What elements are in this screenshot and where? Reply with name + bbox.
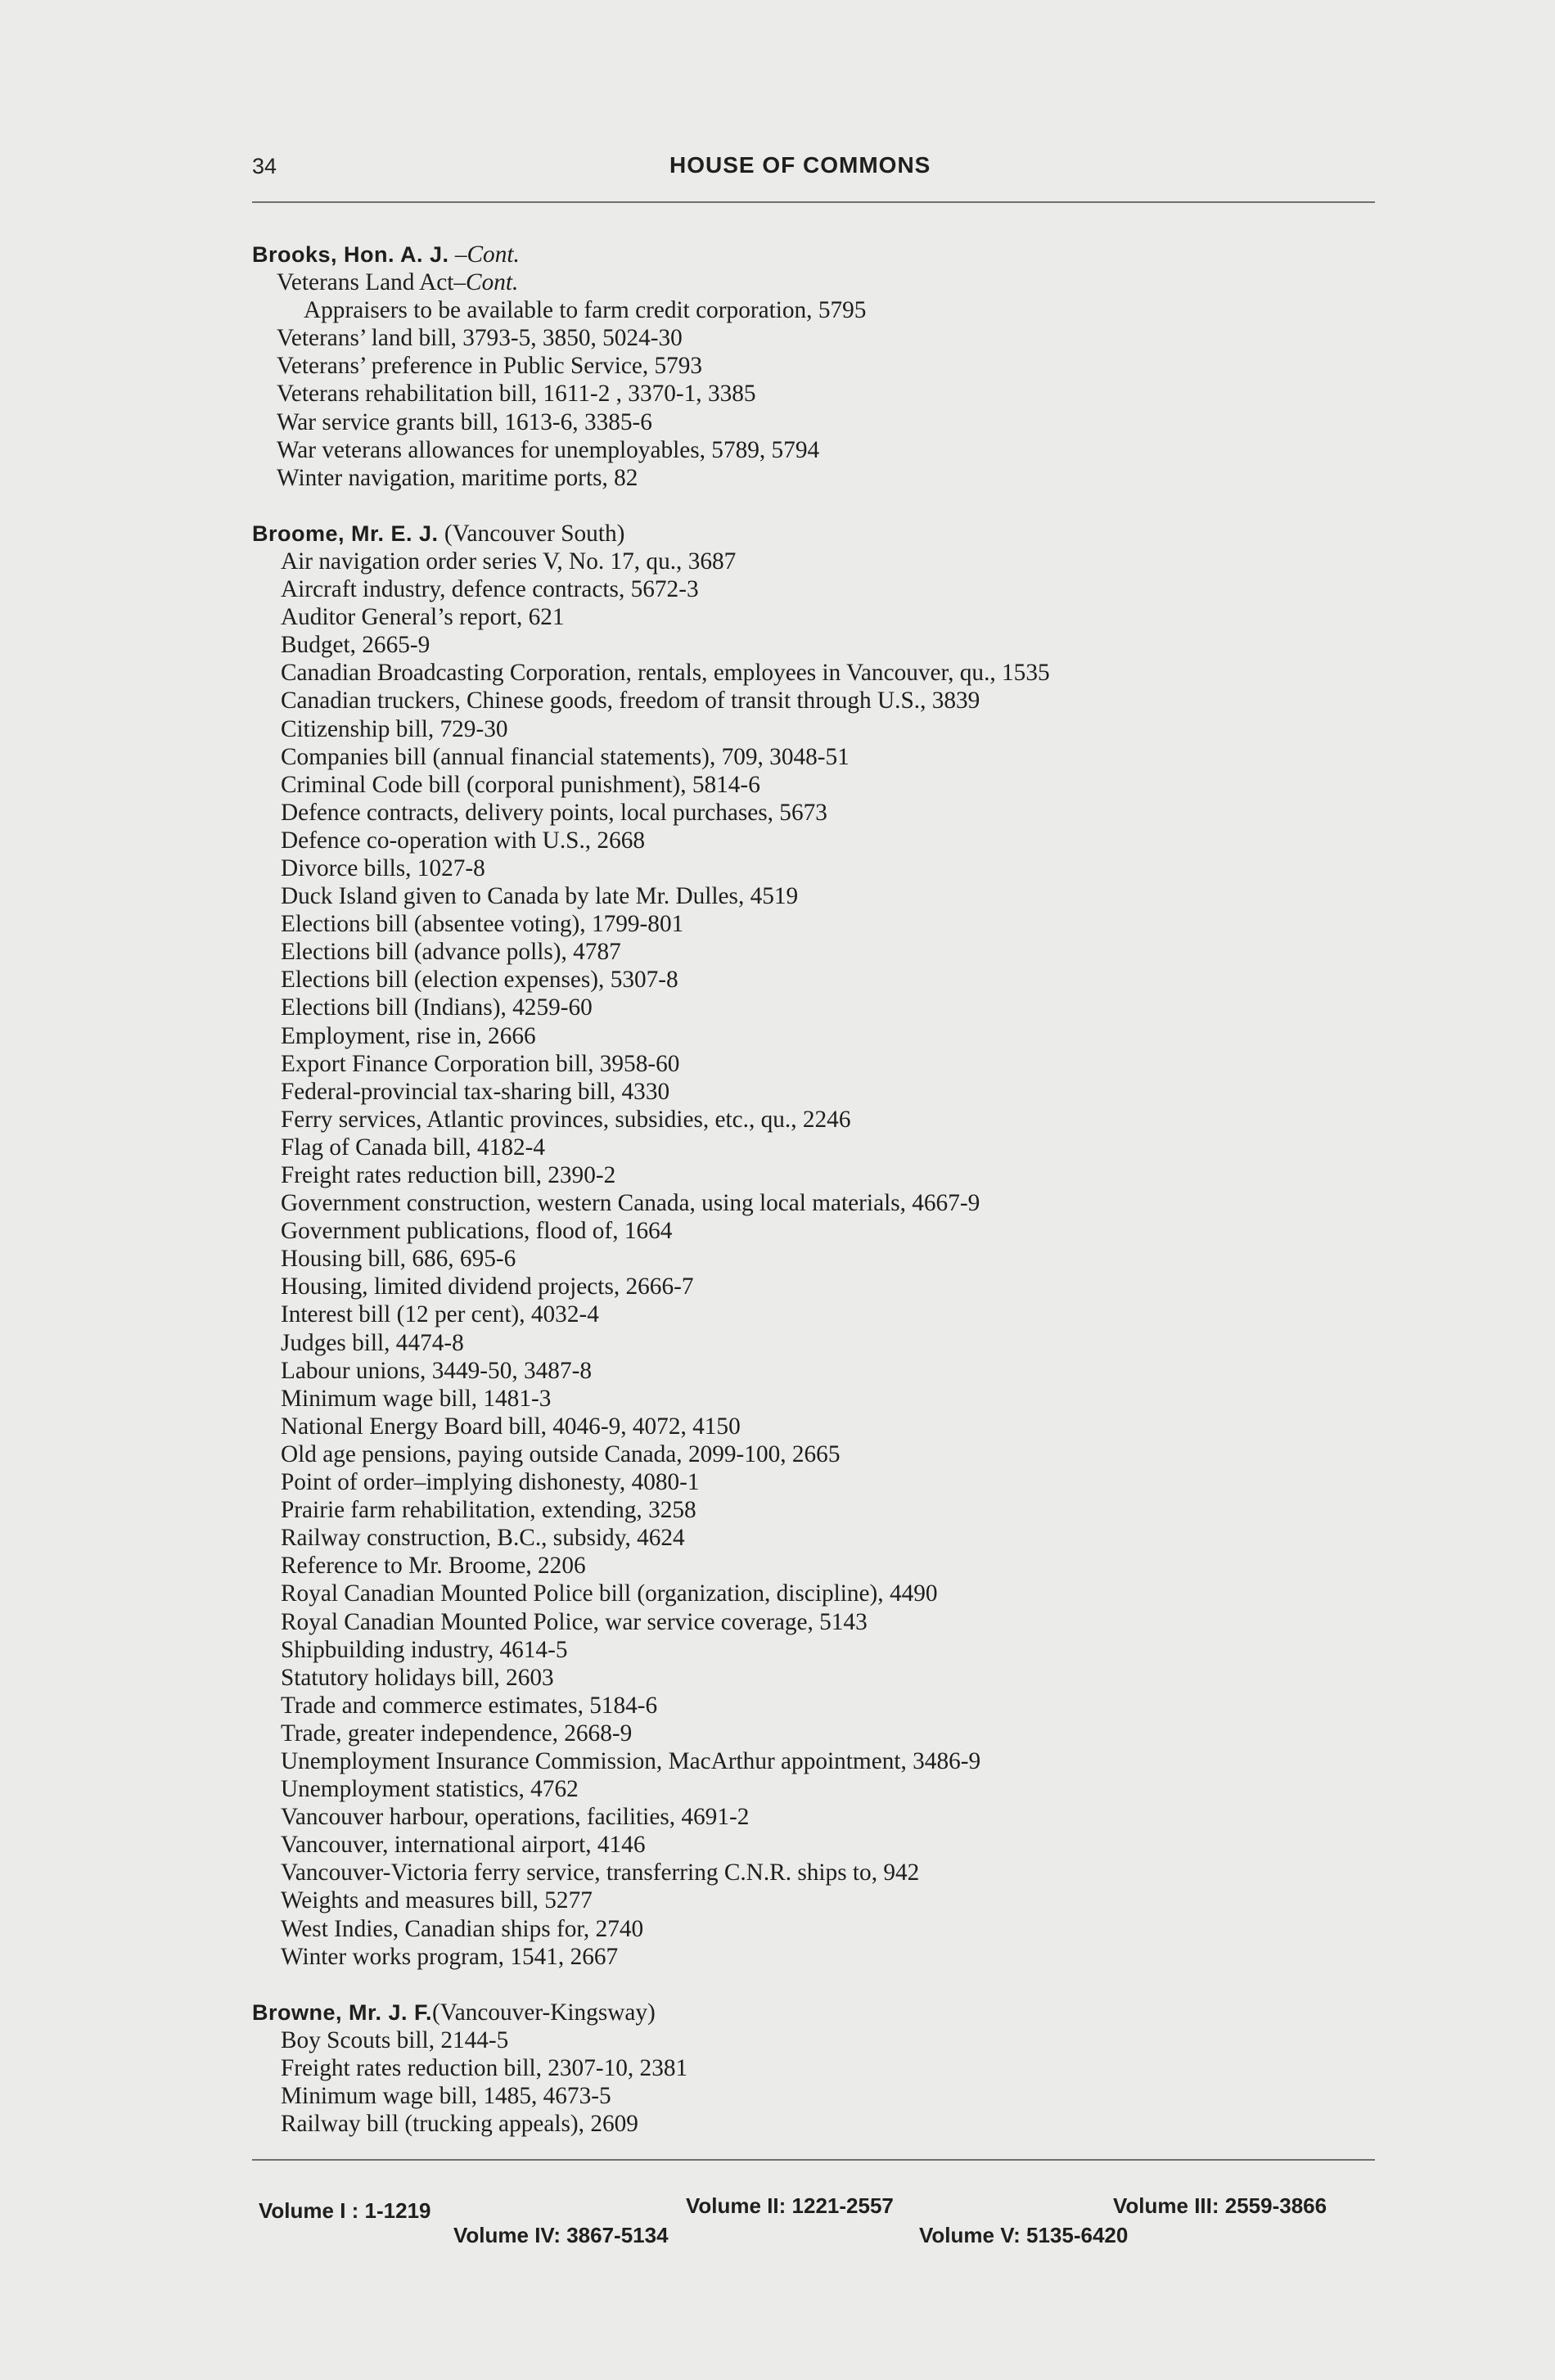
index-topic: Railway construction, B.C., subsidy, 4624 — [281, 1525, 685, 1552]
index-topic: Judges bill, 4474-8 — [281, 1329, 464, 1356]
index-topic: Railway bill (trucking appeals), 2609 — [281, 2111, 638, 2138]
index-topic: War service grants bill, 1613-6, 3385-6 — [277, 408, 652, 435]
index-topic: Boy Scouts bill, 2144-5 — [281, 2026, 509, 2053]
index-topic: Minimum wage bill, 1481-3 — [281, 1385, 552, 1412]
index-topic: Elections bill (Indians), 4259-60 — [281, 994, 593, 1021]
continued-note: –Cont. — [448, 241, 520, 268]
index-topic: Air navigation order series V, No. 17, qu., 3687 — [281, 548, 737, 575]
index-topic: War veterans allowances for unemployables, 5789, 5794 — [277, 436, 820, 463]
index-topic: Canadian Broadcasting Corporation, rentals, employees in Vancouver, qu., 1535 — [281, 660, 1050, 687]
index-entry — [252, 241, 1375, 492]
index-topic: Divorce bills, 1027-8 — [281, 854, 485, 881]
index-topic: Elections bill (election expenses), 5307-8 — [281, 967, 678, 994]
index-topic: Canadian truckers, Chinese goods, freedom of transit through U.S., 3839 — [281, 687, 980, 714]
index-topic: Flag of Canada bill, 4182-4 — [281, 1134, 546, 1161]
index-topic: Export Finance Corporation bill, 3958-60 — [281, 1050, 680, 1077]
volume-3-range: Volume III: 2559-3866 — [1113, 2193, 1327, 2218]
index-topic: Winter works program, 1541, 2667 — [281, 1943, 619, 1970]
index-topic: Point of order–implying dishonesty, 4080-1 — [281, 1469, 700, 1496]
volume-2-range: Volume II: 1221-2557 — [686, 2193, 894, 2218]
index-topic: Budget, 2665-9 — [281, 632, 430, 659]
index-topic: Federal-provincial tax-sharing bill, 4330 — [281, 1078, 670, 1105]
index-topic: Freight rates reduction bill, 2390-2 — [281, 1162, 616, 1188]
index-topic: Veterans’ land bill, 3793-5, 3850, 5024-30 — [277, 325, 683, 352]
index-topic: Shipbuilding industry, 4614-5 — [281, 1636, 568, 1663]
index-topic: Vancouver-Victoria ferry service, transferring C.N.R. ships to, 942 — [281, 1859, 920, 1886]
index-topic: Vancouver harbour, operations, facilities, 4691-2 — [281, 1804, 750, 1831]
index-entry — [252, 1999, 1375, 2138]
volume-1-range: Volume I : 1-1219 — [259, 2198, 431, 2223]
index-topic: Criminal Code bill (corporal punishment), 5814-6 — [281, 771, 760, 798]
index-topic: Minimum wage bill, 1485, 4673-5 — [281, 2083, 611, 2109]
index-topic: Trade, greater independence, 2668-9 — [281, 1720, 633, 1747]
running-head: HOUSE OF COMMONS — [669, 152, 931, 178]
index-topic: Veterans’ preference in Public Service, 5793 — [277, 353, 703, 380]
index-topic: Vancouver, international airport, 4146 — [281, 1832, 646, 1859]
index-topic: Ferry services, Atlantic provinces, subsidies, etc., qu., 2246 — [281, 1106, 851, 1133]
index-topic: West Indies, Canadian ships for, 2740 — [281, 1915, 644, 1942]
index-topic: National Energy Board bill, 4046-9, 4072, 4150 — [281, 1413, 741, 1440]
index-topic: Interest bill (12 per cent), 4032-4 — [281, 1301, 599, 1328]
index-topic: Old age pensions, paying outside Canada, 2099-100, 2665 — [281, 1440, 841, 1467]
index-topic: Employment, rise in, 2666 — [281, 1022, 536, 1049]
index-topic: Auditor General’s report, 621 — [281, 604, 565, 631]
index-topic: Housing, limited dividend projects, 2666-7 — [281, 1273, 694, 1300]
page-number: 34 — [252, 154, 277, 178]
index-topic: Prairie farm rehabilitation, extending, 3258 — [281, 1497, 696, 1524]
index-topic: Duck Island given to Canada by late Mr. Dulles, 4519 — [281, 883, 799, 910]
index-body — [252, 241, 1375, 2166]
entry-heading — [252, 1999, 1375, 2026]
index-topic: Trade and commerce estimates, 5184-6 — [281, 1692, 658, 1719]
index-topic: Freight rates reduction bill, 2307-10, 2381 — [281, 2054, 688, 2081]
index-topic: Labour unions, 3449-50, 3487-8 — [281, 1357, 593, 1384]
riding-name: (Vancouver South) — [438, 520, 625, 547]
index-entry — [252, 520, 1375, 1971]
index-topic: Weights and measures bill, 5277 — [281, 1887, 593, 1914]
index-topic: Veterans rehabilitation bill, 1611-2 , 3370-1, 3385 — [277, 381, 756, 408]
index-topic: Reference to Mr. Broome, 2206 — [281, 1553, 586, 1580]
index-topic: Elections bill (absentee voting), 1799-801 — [281, 911, 684, 938]
index-topic: Unemployment Insurance Commission, MacArthur appointment, 3486-9 — [281, 1747, 981, 1774]
index-topic: Aircraft industry, defence contracts, 5672-3 — [281, 576, 699, 603]
member-name: Brooks, Hon. A. J. — [252, 242, 449, 267]
index-topic: Elections bill (advance polls), 4787 — [281, 939, 621, 966]
index-topic: Veterans Land Act–Cont. — [277, 269, 519, 296]
index-topic: Defence contracts, delivery points, local purchases, 5673 — [281, 799, 827, 826]
volume-5-range: Volume V: 5135-6420 — [919, 2223, 1129, 2247]
index-topic: Government construction, western Canada, using local materials, 4667-9 — [281, 1190, 980, 1217]
index-topic: Royal Canadian Mounted Police bill (organization, discipline), 4490 — [281, 1580, 938, 1607]
index-topic: Unemployment statistics, 4762 — [281, 1776, 579, 1803]
volume-footer — [252, 2177, 1375, 2259]
member-name: Broome, Mr. E. J. — [252, 521, 439, 546]
index-topic: Appraisers to be available to farm credit corporation, 5795 — [304, 297, 867, 324]
index-topic: Citizenship bill, 729-30 — [281, 715, 508, 742]
volume-4-range: Volume IV: 3867-5134 — [453, 2223, 669, 2247]
index-topic: Government publications, flood of, 1664 — [281, 1218, 673, 1245]
footer-rule — [252, 2159, 1375, 2161]
header-rule — [252, 201, 1375, 203]
index-topic: Companies bill (annual financial statements), 709, 3048-51 — [281, 743, 850, 770]
index-topic: Housing bill, 686, 695-6 — [281, 1246, 516, 1273]
index-topic: Statutory holidays bill, 2603 — [281, 1664, 554, 1691]
member-name: Browne, Mr. J. F. — [252, 1999, 433, 2025]
index-topic: Winter navigation, maritime ports, 82 — [277, 464, 638, 491]
entry-heading — [252, 241, 1375, 268]
riding-name: (Vancouver-Kingsway) — [432, 1999, 656, 2026]
index-topic: Defence co-operation with U.S., 2668 — [281, 827, 646, 854]
page-header — [252, 147, 1373, 196]
entry-heading — [252, 520, 1375, 548]
index-topic: Royal Canadian Mounted Police, war service coverage, 5143 — [281, 1608, 868, 1635]
